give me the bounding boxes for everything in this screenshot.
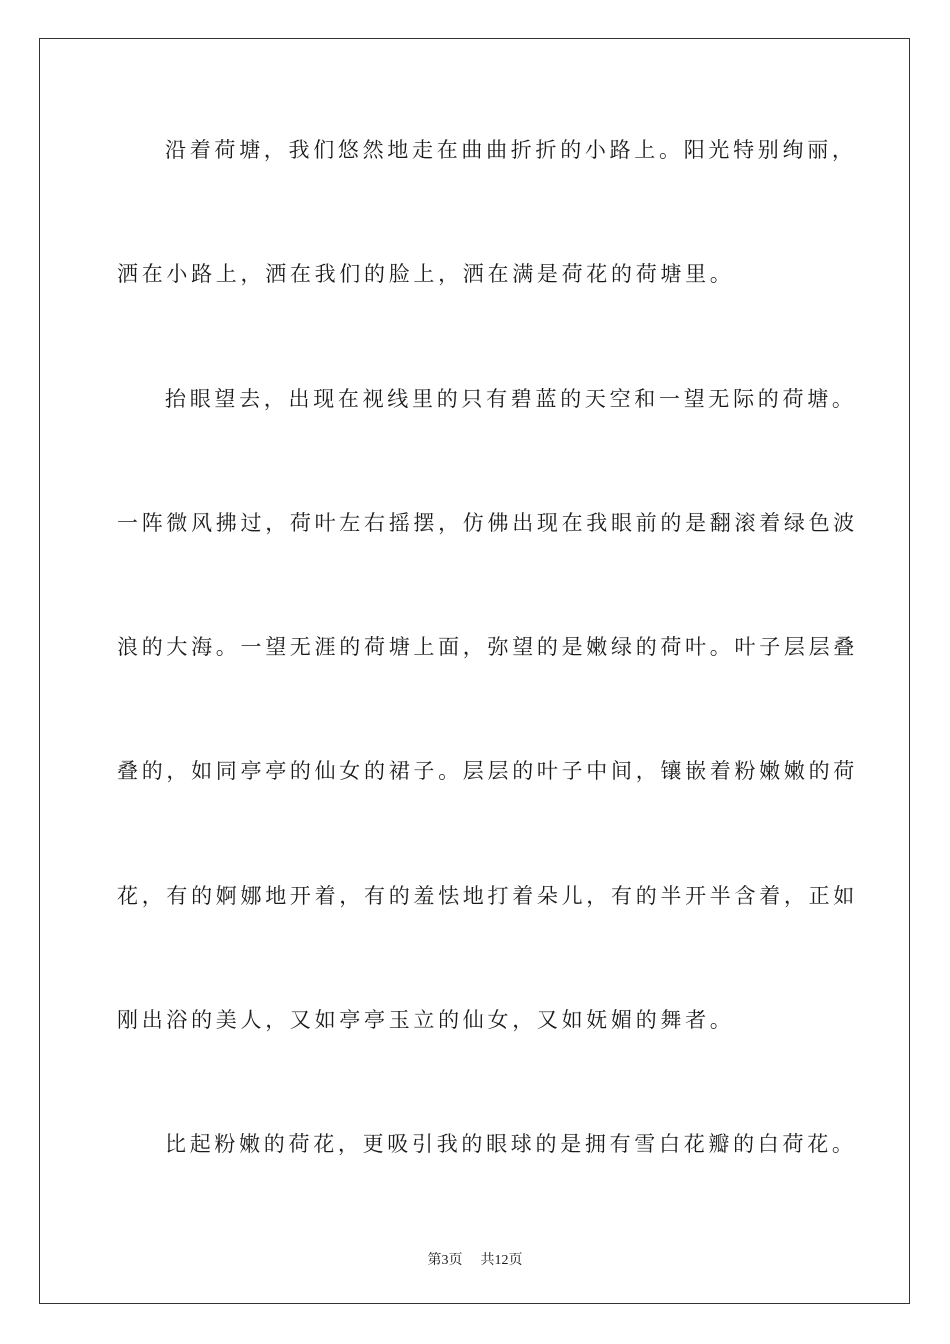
page-total: 共12页 bbox=[480, 1253, 523, 1268]
page-number: 第3页 bbox=[427, 1253, 463, 1268]
text-line-5: 浪的大海。一望无涯的荷塘上面，弥望的是嫩绿的荷叶。叶子层层叠 bbox=[117, 635, 858, 659]
text-line-6: 叠的，如同亭亭的仙女的裙子。层层的叶子中间，镶嵌着粉嫩嫩的荷 bbox=[117, 759, 858, 783]
text-line-1: 沿着荷塘，我们悠然地走在曲曲折折的小路上。阳光特别绚丽， bbox=[165, 138, 857, 162]
text-line-2: 洒在小路上，洒在我们的脸上，洒在满是荷花的荷塘里。 bbox=[117, 262, 735, 286]
text-line-9: 比起粉嫩的荷花，更吸引我的眼球的是拥有雪白花瓣的白荷花。 bbox=[165, 1132, 857, 1156]
page-border bbox=[39, 38, 910, 1304]
page-footer bbox=[0, 1249, 950, 1269]
text-line-3: 抬眼望去，出现在视线里的只有碧蓝的天空和一望无际的荷塘。 bbox=[165, 387, 857, 411]
text-line-8: 刚出浴的美人，又如亭亭玉立的仙女，又如妩媚的舞者。 bbox=[117, 1008, 735, 1032]
text-line-7: 花，有的婀娜地开着，有的羞怯地打着朵儿，有的半开半含着，正如 bbox=[117, 884, 858, 908]
text-line-4: 一阵微风拂过，荷叶左右摇摆，仿佛出现在我眼前的是翻滚着绿色波 bbox=[117, 511, 858, 535]
